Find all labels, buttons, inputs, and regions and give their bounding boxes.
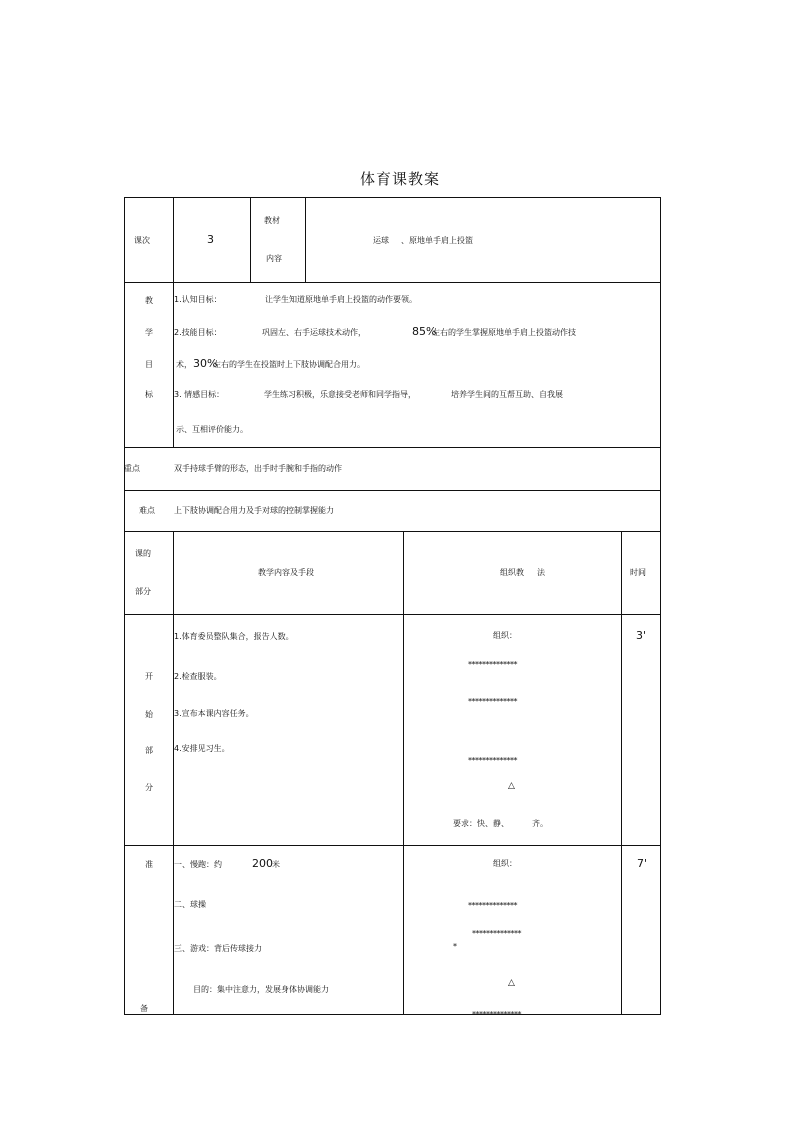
start-item: 4.安排见习生。	[174, 744, 230, 753]
objective-1-label: 1.认知目标：	[174, 295, 222, 304]
start-label-char: 开	[145, 672, 153, 681]
start-label-char: 分	[145, 783, 153, 792]
objective-1-text: 让学生知道原地单手肩上投篮的动作要领。	[265, 295, 417, 304]
prep-item-3: 三、游戏：背后传球接力	[174, 944, 262, 953]
content-column-header: 教学内容及手段	[258, 568, 314, 577]
table-rule	[173, 282, 174, 448]
objectives-label-char: 标	[145, 390, 153, 399]
table-rule	[124, 197, 125, 1015]
start-requirement: 要求：快、静、	[453, 819, 509, 828]
prep-item-2: 二、球操	[174, 900, 206, 909]
objective-2-cont-c: 左右的学生在投篮时上下肢协调配合用力。	[213, 360, 365, 369]
lone-student-mark: *	[453, 942, 457, 951]
objective-2-percent: 85%	[412, 325, 437, 338]
objectives-label-char: 目	[145, 360, 153, 369]
student-row: **************	[468, 697, 517, 706]
start-label-char: 始	[145, 710, 153, 719]
objective-3-label: 3. 情感目标：	[174, 390, 225, 399]
table-rule	[124, 490, 661, 491]
table-rule	[124, 845, 661, 846]
table-rule	[403, 531, 404, 1015]
prep-label-char: 准	[145, 860, 153, 869]
teacher-triangle-icon: △	[508, 978, 515, 988]
objectives-label-char: 教	[145, 296, 153, 305]
objective-2-label: 2.技能目标：	[174, 328, 222, 337]
organization-column-header-a: 组织教	[500, 568, 524, 577]
table-rule	[124, 614, 661, 615]
student-row: **************	[472, 929, 521, 938]
difficulty-text: 上下肢协调配合用力及手对球的控制掌握能力	[174, 506, 334, 515]
student-row: **************	[468, 901, 517, 910]
table-rule	[124, 282, 661, 283]
start-item: 3.宣布本课内容任务。	[174, 709, 254, 718]
prep-org-title: 组织：	[493, 859, 517, 868]
objective-2-cont-a: 术，	[176, 360, 192, 369]
lesson-label: 课次	[134, 236, 150, 245]
part-label-top: 课的	[135, 549, 151, 558]
prep-goal: 目的：集中注意力，发展身体协调能力	[193, 985, 329, 994]
table-rule	[305, 197, 306, 283]
prep-item-1: 一、慢跑：约	[174, 860, 222, 869]
key-point-text: 双手持球手臂的形态，出手时手腕和手指的动作	[174, 464, 342, 473]
time-column-header: 时间	[630, 568, 646, 577]
prep-item-1-unit: 米	[272, 860, 280, 869]
table-rule	[173, 531, 174, 1015]
start-label-char: 部	[145, 746, 153, 755]
objective-3-text-b: 培养学生间的互帮互助、自我展	[451, 390, 563, 399]
start-org-title: 组织：	[493, 631, 517, 640]
objective-2-text-c: 左右的学生掌握原地单手肩上投篮动作技	[432, 328, 576, 337]
table-rule	[621, 531, 622, 1015]
start-time: 3'	[636, 629, 647, 642]
objective-2-text-a: 巩固左、右手运球技术动作，	[262, 328, 366, 337]
student-row: **************	[472, 1010, 521, 1019]
material-label-top: 教材	[264, 216, 280, 225]
table-rule	[124, 447, 661, 448]
start-requirement-tail: 齐。	[532, 819, 548, 828]
objective-3-cont: 示、互相评价能力。	[176, 425, 248, 434]
table-rule	[250, 197, 251, 283]
objective-2-cont-percent: 30%	[193, 357, 218, 370]
table-rule	[173, 197, 174, 283]
table-rule	[660, 197, 661, 1015]
organization-column-header-b: 法	[537, 568, 545, 577]
start-item: 1.体育委员整队集合，报告人数。	[174, 632, 294, 641]
part-label-bottom: 部分	[135, 587, 151, 596]
key-point-label: 重点	[124, 464, 140, 473]
prep-label-char: 备	[140, 1004, 148, 1013]
objective-3-text-a: 学生练习积极，乐意接受老师和同学指导，	[264, 390, 416, 399]
page-title: 体育课教案	[359, 170, 440, 188]
table-rule	[124, 197, 661, 198]
objectives-label-char: 学	[145, 328, 153, 337]
start-item: 2.检查服装。	[174, 672, 222, 681]
lesson-number: 3	[207, 233, 214, 246]
student-row: **************	[468, 756, 517, 765]
material-label-bottom: 内容	[266, 254, 282, 263]
table-rule	[124, 531, 661, 532]
prep-time: 7'	[637, 857, 648, 870]
table-rule	[124, 1014, 661, 1015]
student-row: **************	[468, 660, 517, 669]
teacher-triangle-icon: △	[508, 781, 515, 791]
material-content-b: 、原地单手肩上投篮	[401, 236, 473, 245]
prep-item-1-value: 200	[252, 857, 273, 870]
material-content-a: 运球	[373, 236, 389, 245]
difficulty-label: 难点	[139, 506, 155, 515]
